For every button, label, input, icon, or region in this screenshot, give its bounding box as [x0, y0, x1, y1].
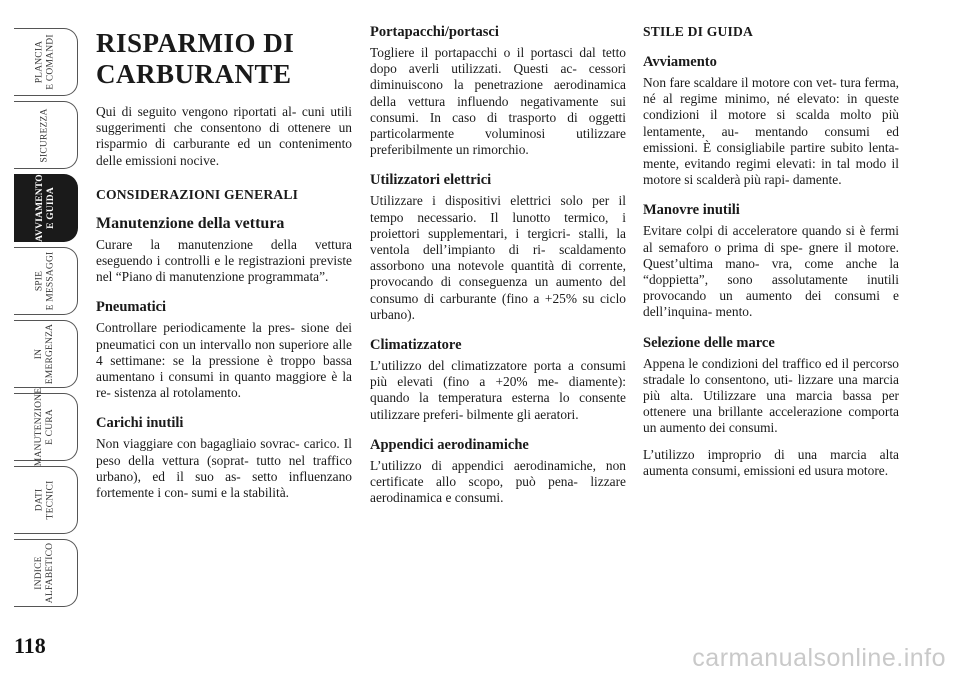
- tab-label-line1: INDICE: [34, 556, 45, 590]
- paragraph-useless-manoeuvres: Evitare colpi di acceleratore quando si è fermi al semaforo o prima di spe- gnere il motore. Quest’ultima mano- vra, come anche la “doppietta”, sono assolutamente inutili provocando un aumento dei consumi e dell’inquina- mento.: [643, 223, 899, 320]
- heading-roof-rack: Portapacchi/portasci: [370, 24, 499, 40]
- tab-manutenzione-e-cura[interactable]: [14, 387, 78, 467]
- watermark: carmanualsonline.info: [692, 644, 946, 672]
- heading-loads: Carichi inutili: [96, 415, 184, 432]
- tab-label-line2: TECNICI: [45, 480, 56, 520]
- paragraph-electrical: Utilizzare i dispositivi elettrici solo per il tempo necessario. Il lunotto termico, i proiettori supplementari, i tergicri- stalli, la ventola dell’impianto di ri- scaldamento assorbono una notevole quantità di corrente, provocando di conseguenza un aumento del consumo di carburante (fino a +25% su ciclo urbano).: [370, 193, 626, 322]
- tab-label-line2: E COMANDI: [45, 34, 56, 90]
- page-title-line2: CARBURANTE: [96, 59, 292, 89]
- paragraph-loads: Non viaggiare con bagagliaio sovrac- carico. Il peso della vettura (soprat- tutto nel traffico urbano), ed il suo as- setto influenzano fortemente i con- sumi e la stabilità.: [96, 436, 352, 501]
- tab-label-line2: ALFABETICO: [45, 542, 56, 604]
- tab-in-emergenza[interactable]: [14, 320, 78, 388]
- tab-label-line2: E GUIDA: [45, 187, 56, 229]
- tab-label-line1: DATI: [34, 488, 45, 512]
- tab-label-line2: E CURA: [45, 409, 56, 445]
- tab-spie-e-messaggi[interactable]: [14, 247, 78, 315]
- tab-label-line1: SPIE: [34, 270, 45, 292]
- heading-gear-selection: Selezione delle marce: [643, 334, 775, 351]
- heading-aero: Appendici aerodinamiche: [370, 436, 529, 453]
- heading-useless-manoeuvres: Manovre inutili: [643, 202, 740, 219]
- tab-indice-alfabetico[interactable]: [14, 539, 78, 607]
- tab-avviamento-e-guida[interactable]: [14, 174, 78, 242]
- heading-electrical: Utilizzatori elettrici: [370, 172, 492, 189]
- tab-label-line1: SICUREZZA: [40, 107, 50, 163]
- paragraph-gear-selection-2: L’utilizzo improprio di una marcia alta aumenta consumi, emissioni ed usura motore.: [643, 446, 899, 478]
- column-2: [370, 24, 626, 516]
- tab-label-line1: PLANCIA: [34, 40, 45, 84]
- heading-maintenance: Manutenzione della vettura: [96, 214, 285, 232]
- paragraph-tyres: Controllare periodicamente la pres- sione dei pneumatici con un intervallo non superiore alle 4 settimane: se la pressione è troppo bassa aumentano i consumi in quanto maggiore è la re- sistenza al rotolamento.: [96, 320, 352, 401]
- paragraph-climate: L’utilizzo del climatizzatore porta a consumi più elevati (fino a +20% me- diamente): quando la temperatura esterna lo consente utilizzare preferi- bilmente gli aeratori.: [370, 358, 626, 422]
- heading-start: Avviamento: [643, 54, 717, 70]
- tab-plancia-e-comandi[interactable]: [14, 28, 78, 96]
- tab-sicurezza[interactable]: [14, 101, 78, 169]
- column-3: [643, 24, 899, 489]
- tab-label-line1: AVVIAMENTO: [34, 174, 45, 242]
- tab-label-line2: EMERGENZA: [45, 323, 56, 385]
- paragraph-gear-selection-1: Appena le condizioni del traffico ed il percorso stradale lo consentono, uti- lizzare una marcia più alta. Utilizzare una marcia bassa per ottenere una brillante accelerazione comporta un aumento dei consumi.: [643, 355, 899, 436]
- paragraph-roof-rack: Togliere il portapacchi o il portasci dal tetto dopo averli utilizzati. Questi ac- cessori diminuiscono la penetrazione aerodinamica della vettura influendo negativamente sui consumi. In caso di trasporto di oggetti particolarmente voluminosi utilizzare preferibilmente un rimorchio.: [370, 45, 626, 158]
- paragraph-maintenance: Curare la manutenzione della vettura eseguendo i controlli e le registrazioni previste nel “Piano di manutenzione programmata”.: [96, 236, 352, 285]
- section-heading-driving-style: STILE DI GUIDA: [643, 24, 754, 39]
- heading-climate: Climatizzatore: [370, 337, 462, 354]
- paragraph-start: Non fare scaldare il motore con vet- tura ferma, né al regime minimo, né elevato: in queste condizioni il motore si scalda molto più lentamente, au- mentando consumi ed emissioni. È consigliabile partire subito lenta- mente, evitando regimi elevati: in tal modo il motore si scalderà più rapi- damente.: [643, 75, 899, 188]
- column-1: [96, 24, 352, 511]
- page-number: 118: [14, 633, 46, 658]
- tab-dati-tecnici[interactable]: [14, 466, 78, 534]
- heading-tyres: Pneumatici: [96, 299, 167, 316]
- section-heading-general: CONSIDERAZIONI GENERALI: [96, 186, 299, 202]
- tab-label-line2: E MESSAGGI: [45, 251, 56, 311]
- tab-label-line1: MANUTENZIONE: [34, 387, 45, 467]
- intro-paragraph: Qui di seguito vengono riportati al- cuni utili suggerimenti che consentono di ottenere un risparmio di carburante ed un contenimento delle emissioni nocive.: [96, 104, 352, 168]
- paragraph-aero: L’utilizzo di appendici aerodinamiche, non certificate allo scopo, può pena- lizzare aerodinamica e consumi.: [370, 457, 626, 506]
- page-title: [96, 28, 352, 90]
- page-title-line1: RISPARMIO DI: [96, 28, 295, 58]
- tab-label-line1: IN: [34, 348, 45, 360]
